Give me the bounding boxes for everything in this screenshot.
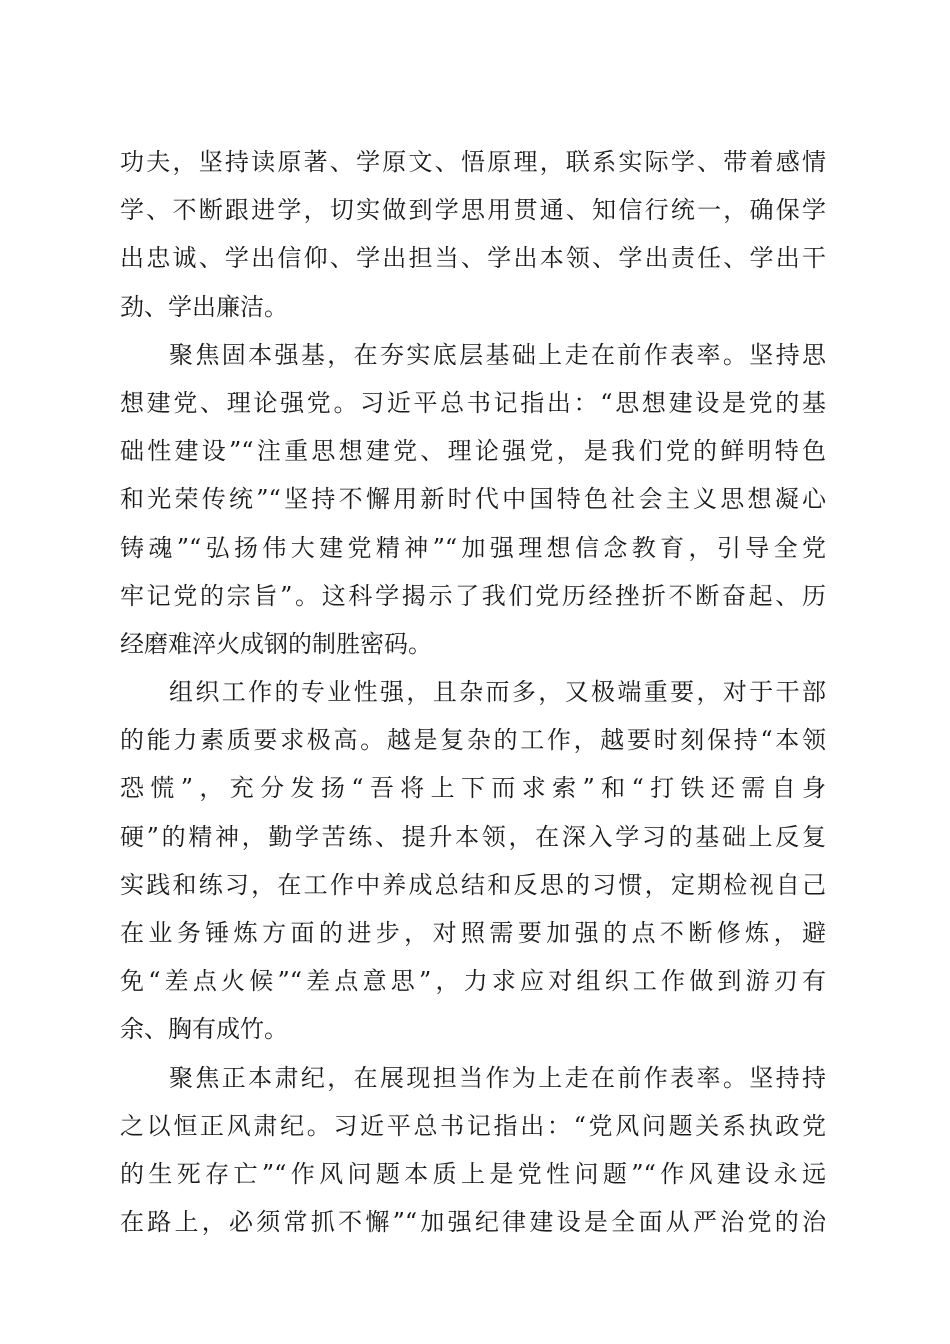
paragraph-4: [120, 1054, 826, 1247]
text-line: 铸魂”“弘扬伟大建党精神”“加强理想信念教育，引导全党: [120, 533, 826, 562]
text-line: 余、胸有成竹。: [120, 1015, 288, 1044]
text-line: 聚焦正本肃纪，在展现担当作为上走在前作表率。坚持持: [169, 1063, 826, 1092]
text-line: 组织工作的专业性强，且杂而多，又极端重要，对于干部: [169, 678, 826, 707]
text-line: 牢记党的宗旨”。这科学揭示了我们党历经挫折不断奋起、历: [120, 581, 826, 610]
text-line: 恐慌”，充分发扬“吾将上下而求索”和“打铁还需自身: [120, 774, 826, 803]
text-line: 在业务锤炼方面的进步，对照需要加强的点不断修炼，避: [120, 919, 826, 947]
text-line: 的生死存亡”“作风问题本质上是党性问题”“作风建设永远: [120, 1159, 826, 1188]
text-line: 功夫，坚持读原著、学原文、悟原理，联系实际学、带着感情: [120, 148, 826, 176]
paragraph-2: [120, 331, 826, 668]
paragraph-1: [120, 138, 826, 331]
text-line: 和光荣传统”“坚持不懈用新时代中国特色社会主义思想凝心: [120, 485, 826, 514]
text-line: 免“差点火候”“差点意思”，力求应对组织工作做到游刃有: [120, 967, 826, 996]
text-line: 础性建设”“注重思想建党、理论强党，是我们党的鲜明特色: [120, 437, 826, 466]
text-line: 硬”的精神，勤学苦练、提升本领，在深入学习的基础上反复: [120, 822, 826, 851]
text-line: 经磨难淬火成钢的制胜密码。: [120, 629, 432, 658]
text-line: 在路上，必须常抓不懈”“加强纪律建设是全面从严治党的治: [120, 1208, 826, 1237]
text-line: 的能力素质要求极高。越是复杂的工作，越要时刻保持“本领: [120, 726, 826, 755]
paragraph-3: [120, 668, 826, 1054]
body-text: [120, 138, 826, 1246]
text-line: 之以恒正风肃纪。习近平总书记指出：“党风问题关系执政党: [120, 1111, 826, 1140]
text-line: 学、不断跟进学，切实做到学思用贯通、知信行统一，确保学: [120, 196, 826, 225]
text-line: 想建党、理论强党。习近平总书记指出：“思想建设是党的基: [120, 388, 826, 417]
text-line: 劲、学出廉洁。: [120, 292, 288, 321]
text-line: 出忠诚、学出信仰、学出担当、学出本领、学出责任、学出干: [120, 244, 826, 273]
text-line: 实践和练习，在工作中养成总结和反思的习惯，定期检视自己: [120, 870, 826, 899]
text-line: 聚焦固本强基，在夯实底层基础上走在前作表率。坚持思: [169, 340, 826, 369]
